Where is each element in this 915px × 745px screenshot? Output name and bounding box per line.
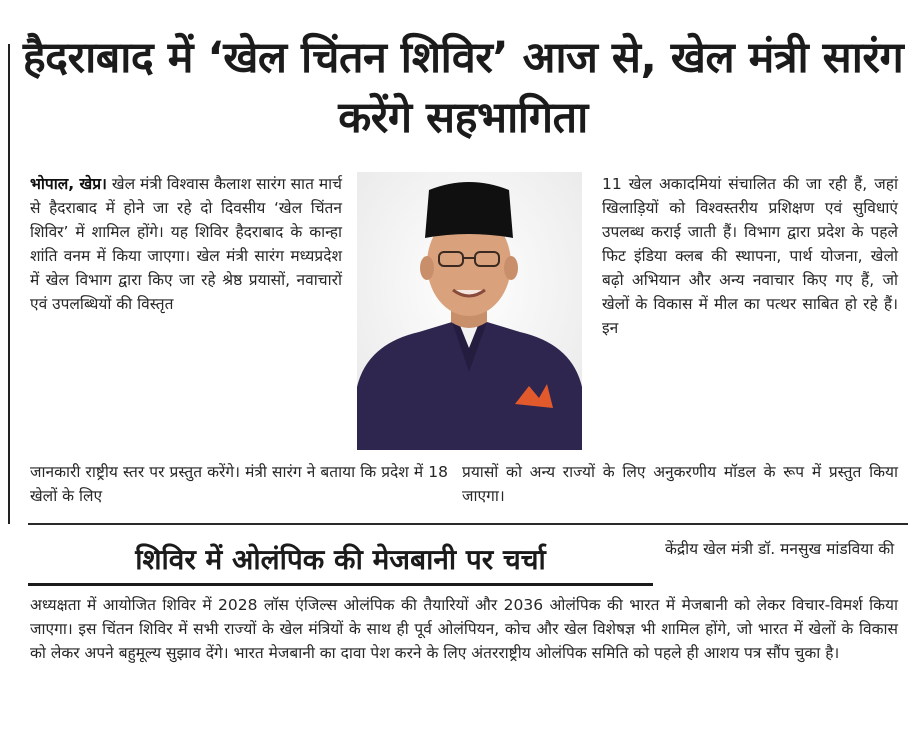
- column-left-tail-text: जानकारी राष्ट्रीय स्तर पर प्रस्तुत करेंगे। मंत्री सारंग ने बताया कि प्रदेश में 18 खेलों के लिए: [30, 463, 448, 505]
- dateline: भोपाल, खेप्र।: [30, 175, 107, 193]
- article-column-right: [602, 172, 898, 340]
- subsection-intro-column: [665, 537, 898, 561]
- column-right-text: 11 खेल अकादमियां संचालित की जा रही हैं, जहां खिलाड़ियों को विश्वस्तरीय प्रशिक्षण एवं सुविधाएं उपलब्ध कराई जाती हैं। विभाग द्वारा प्रदेश के पहले फिट इंडिया क्लब की स्थापना, पार्थ योजना, खेलो बढ़ो अभियान और अन्य नवाचार किए गए हैं, जो खेलों के विकास में मील का पत्थर साबित हो रहे हैं। इन: [602, 175, 898, 337]
- column-right-tail-text: प्रयासों को अन्य राज्यों के लिए अनुकरणीय मॉडल के रूप में प्रस्तुत किया जाएगा।: [462, 463, 898, 505]
- subsection-intro-text: केंद्रीय खेल मंत्री डॉ. मनसुख मांडविया की: [665, 540, 895, 558]
- column-left-text: खेल मंत्री विश्वास कैलाश सारंग सात मार्च से हैदराबाद में होने जा रहे दो दिवसीय ‘खेल चिंतन शिविर’ में शामिल होंगे। यह शिविर हैदराबाद के कान्हा शांति वनम में किया जाएगा। खेल मंत्री सारंग मध्यप्रदेश में खेल विभाग द्वारा किए जा रहे श्रेष्ठ प्रयासों, नवाचारों एवं उपलब्धियों की विस्तृत: [30, 175, 342, 313]
- section-divider: [28, 523, 908, 525]
- portrait-illustration: [357, 172, 582, 450]
- minister-photo: [357, 172, 582, 450]
- subheading: शिविर में ओलंपिक की मेजबानी पर चर्चा: [28, 537, 653, 586]
- bottom-paragraph-text: अध्यक्षता में आयोजित शिविर में 2028 लॉस एंजिल्स ओलंपिक की तैयारियों और 2036 ओलंपिक की भारत में मेजबानी को लेकर विचार-विमर्श किया जाएगा। इस चिंतन शिविर में सभी राज्यों के खेल मंत्रियों के साथ ही पूर्व ओलंपियन, कोच और खेल विशेषज्ञ भी शामिल होंगे, जो भारत में खेलों के विकास को लेकर अपने बहुमूल्य सुझाव देंगे। भारत मेजबानी का दावा पेश करने के लिए अंतरराष्ट्रीय ओलंपिक समिति को पहले ही आशय पत्र सौंप चुका है।: [30, 596, 898, 662]
- article-column-left-tail: [30, 460, 448, 508]
- bottom-paragraph: [30, 593, 898, 665]
- headline: हैदराबाद में ‘खेल चिंतन शिविर’ आज से, खेल मंत्री सारंग करेंगे सहभागिता: [22, 33, 904, 143]
- article-column-right-tail: [462, 460, 898, 508]
- left-column-rule: [8, 44, 10, 524]
- article-column-left: [30, 172, 342, 316]
